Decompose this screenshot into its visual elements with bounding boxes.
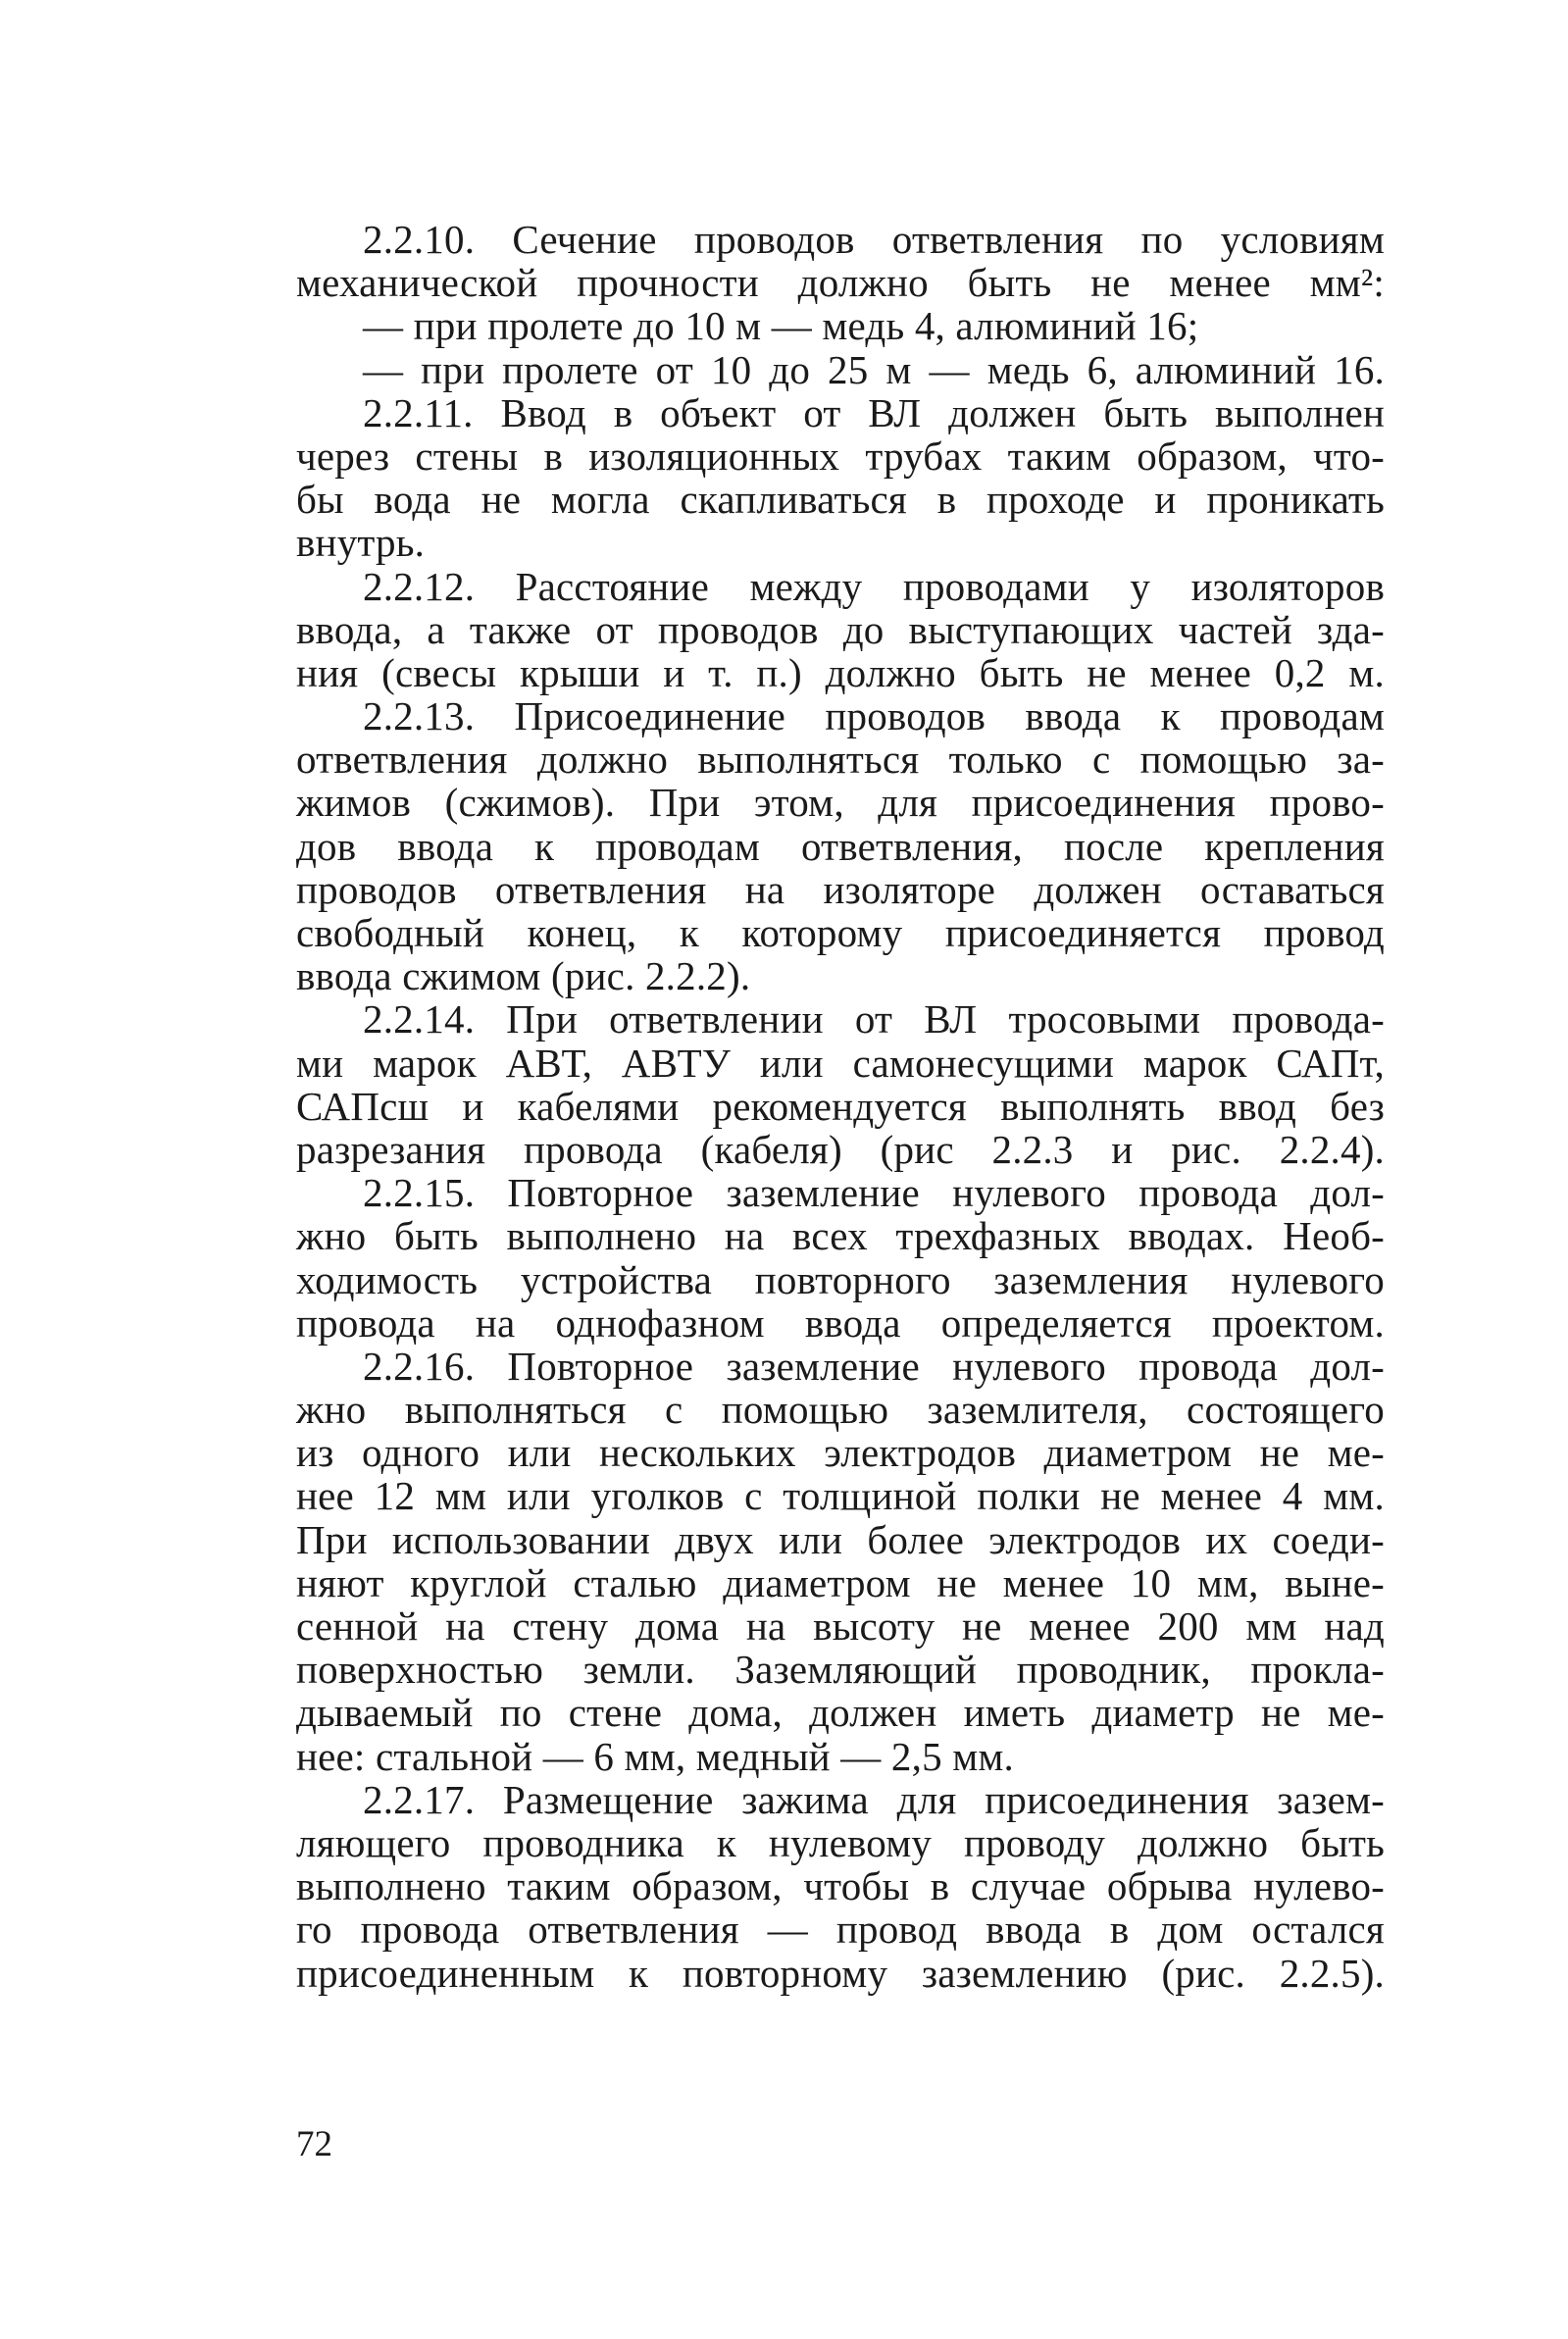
text-line: внутрь. (296, 520, 426, 566)
text-line: поверхностью земли. Заземляющий проводник, прокла- (296, 1647, 1385, 1693)
text-line: 2.2.16. Повторное заземление нулевого провода дол- (363, 1343, 1385, 1389)
text-line: ответвления должно выполняться только с помощью за- (296, 737, 1385, 783)
text-line: го провода ответвления — провод ввода в дом остался (296, 1907, 1385, 1953)
text-line: 2.2.11. Ввод в объект от ВЛ должен быть выполнен (363, 389, 1385, 435)
text-line: ввода сжимом (рис. 2.2.2). (296, 953, 751, 999)
text-line: жимов (сжимов). При этом, для присоединения прово- (296, 780, 1385, 826)
text-line: ходимость устройства повторного заземления нулевого (296, 1256, 1385, 1302)
text-line: ми марок АВТ, АВТУ или самонесущими марок САПт, (296, 1040, 1385, 1086)
text-line: провода на однофазном ввода определяется проектом. (296, 1299, 1385, 1346)
text-line: — при пролете до 10 м — медь 4, алюминий 16; (363, 303, 1199, 349)
text-line: САПсш и кабелями рекомендуется выполнять ввод без (296, 1083, 1385, 1129)
text-line: через стены в изоляционных трубах таким образом, что- (296, 432, 1385, 479)
text-line: сенной на стену дома на высоту не менее 200 мм над (296, 1603, 1385, 1649)
document-body (296, 218, 1385, 1995)
text-line: из одного или нескольких электродов диаметром не ме- (296, 1430, 1385, 1476)
text-line: 2.2.13. Присоединение проводов ввода к проводам (363, 693, 1385, 739)
text-line: При использовании двух или более электродов их соеди- (296, 1516, 1385, 1562)
text-line: ляющего проводника к нулевому проводу должно быть (296, 1819, 1385, 1865)
text-line: 2.2.17. Размещение зажима для присоединения зазем- (363, 1776, 1385, 1822)
text-line: выполнено таким образом, чтобы в случае обрыва нулево- (296, 1863, 1385, 1909)
text-line: присоединенным к повторному заземлению (рис. 2.2.5). (296, 1950, 1385, 1996)
text-line: жно быть выполнено на всех трехфазных вводах. Необ- (296, 1213, 1385, 1259)
text-line: механической прочности должно быть не менее мм²: (296, 260, 1385, 306)
text-line: жно выполняться с помощью заземлителя, состоящего (296, 1387, 1385, 1433)
text-line: нее 12 мм или уголков с толщиной полки не менее 4 мм. (296, 1473, 1385, 1519)
text-line: 2.2.12. Расстояние между проводами у изоляторов (363, 563, 1385, 609)
text-line: 2.2.14. При ответвлении от ВЛ тросовыми провода- (363, 996, 1385, 1042)
text-line: ния (свесы крыши и т. п.) должно быть не менее 0,2 м. (296, 649, 1385, 695)
text-line: ввода, а также от проводов до выступающих частей зда- (296, 606, 1385, 652)
text-line: — при пролете от 10 до 25 м — медь 6, алюминий 16. (363, 346, 1385, 392)
text-line: нее: стальной — 6 мм, медный — 2,5 мм. (296, 1733, 1014, 1779)
text-line: бы вода не могла скапливаться в проходе и проникать (296, 477, 1385, 523)
text-line: проводов ответвления на изоляторе должен оставаться (296, 866, 1385, 912)
text-line: няют круглой сталью диаметром не менее 10 мм, выне- (296, 1559, 1385, 1605)
page-number: 72 (296, 2124, 332, 2164)
text-line: разрезания провода (кабеля) (рис 2.2.3 и рис. 2.2.4). (296, 1126, 1385, 1172)
text-line: дываемый по стене дома, должен иметь диаметр не ме- (296, 1690, 1385, 1736)
text-line: дов ввода к проводам ответвления, после крепления (296, 823, 1385, 869)
text-line: 2.2.15. Повторное заземление нулевого провода дол- (363, 1170, 1385, 1216)
text-line: 2.2.10. Сечение проводов ответвления по условиям (363, 217, 1385, 262)
text-line: свободный конец, к которому присоединяется провод (296, 910, 1385, 955)
